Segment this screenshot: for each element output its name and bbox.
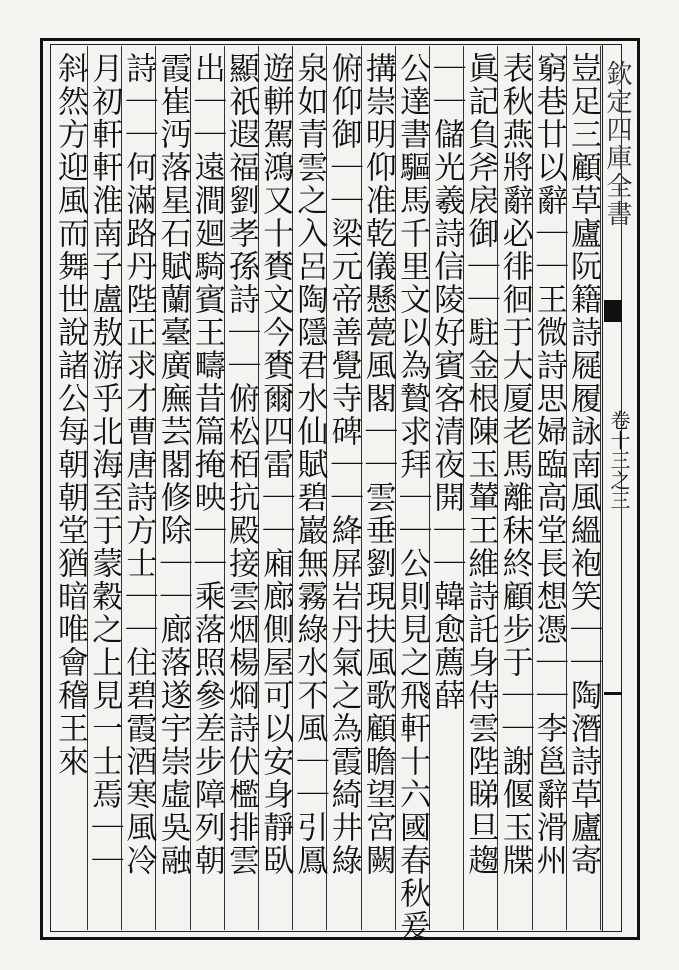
- text-column: 公達書驅馬千里文以為贄求拜｜｜公則見之飛軒十六國春秋爰: [393, 52, 430, 943]
- text-column: 搆崇明仰准乾儀懸甍風閣｜｜雲垂劉現扶風歌顧瞻望宮闕: [359, 52, 396, 877]
- text-column: 表秋燕將辭必徘徊于大厦老馬離秣終顧步于｜｜謝偃玉牒: [496, 52, 533, 877]
- text-column: 顯祇遐福劉孝孫詩｜｜俯松栢抗殿接雲烟楊烱詩伏檻排雲: [222, 52, 259, 877]
- text-column: 眞記負斧扆御｜｜駐金根陳玉輦王維詩託身侍雲陛睇旦趨: [462, 52, 499, 877]
- text-column: 窮巷廿以辭｜｜王微詩思婦臨高堂長想憑｜｜李邕辭滑州: [530, 52, 567, 877]
- text-column: 出｜｜遠澗廻騎賓王疇昔篇掩映｜｜乘落照參差步障列朝: [188, 52, 225, 877]
- text-column: 月初軒軒淮南子盧敖游乎北海至于蒙穀之上見一士焉｜｜: [86, 52, 123, 877]
- book-title: 欽定四庫全書: [602, 60, 632, 228]
- text-column: 俯仰御｜｜梁元帝善覺寺碑｜｜絳屏岩丹氣之為霞綺井綠: [325, 52, 362, 877]
- text-column: 霞崔沔落星石賦蘭臺廣廡芸閣修除｜｜廊落遂宇崇虛吳融: [154, 52, 191, 877]
- fishtail-mark: [604, 300, 622, 322]
- text-column: 豈足三顧草廬阮籍詩屣履詠南風縕袍笑｜｜陶潛詩草廬寄: [564, 52, 601, 877]
- text-column: 泉如青雲之入呂陶隱君水仙賦碧巖無霧綠水不風｜｜引鳳: [291, 52, 328, 877]
- text-column: 遊軿駕鴻又十賚文今賚爾四雷｜｜廂廊側屋可以安身靜臥: [257, 52, 294, 877]
- text-column: ｜｜儲光羲詩信陵好賓客清夜開｜｜韓愈薦薛: [428, 52, 465, 712]
- volume-label: 卷十三之三: [607, 410, 631, 510]
- fishtail-mark-lower: [604, 692, 622, 695]
- text-column: 斜然方迎風而舞世說諸公每朝朝堂猶暗唯會稽王來: [51, 52, 88, 778]
- text-column: 詩｜｜何滿路丹陛正求才曹唐詩方士｜｜住碧霞酒寒風冷: [120, 52, 157, 877]
